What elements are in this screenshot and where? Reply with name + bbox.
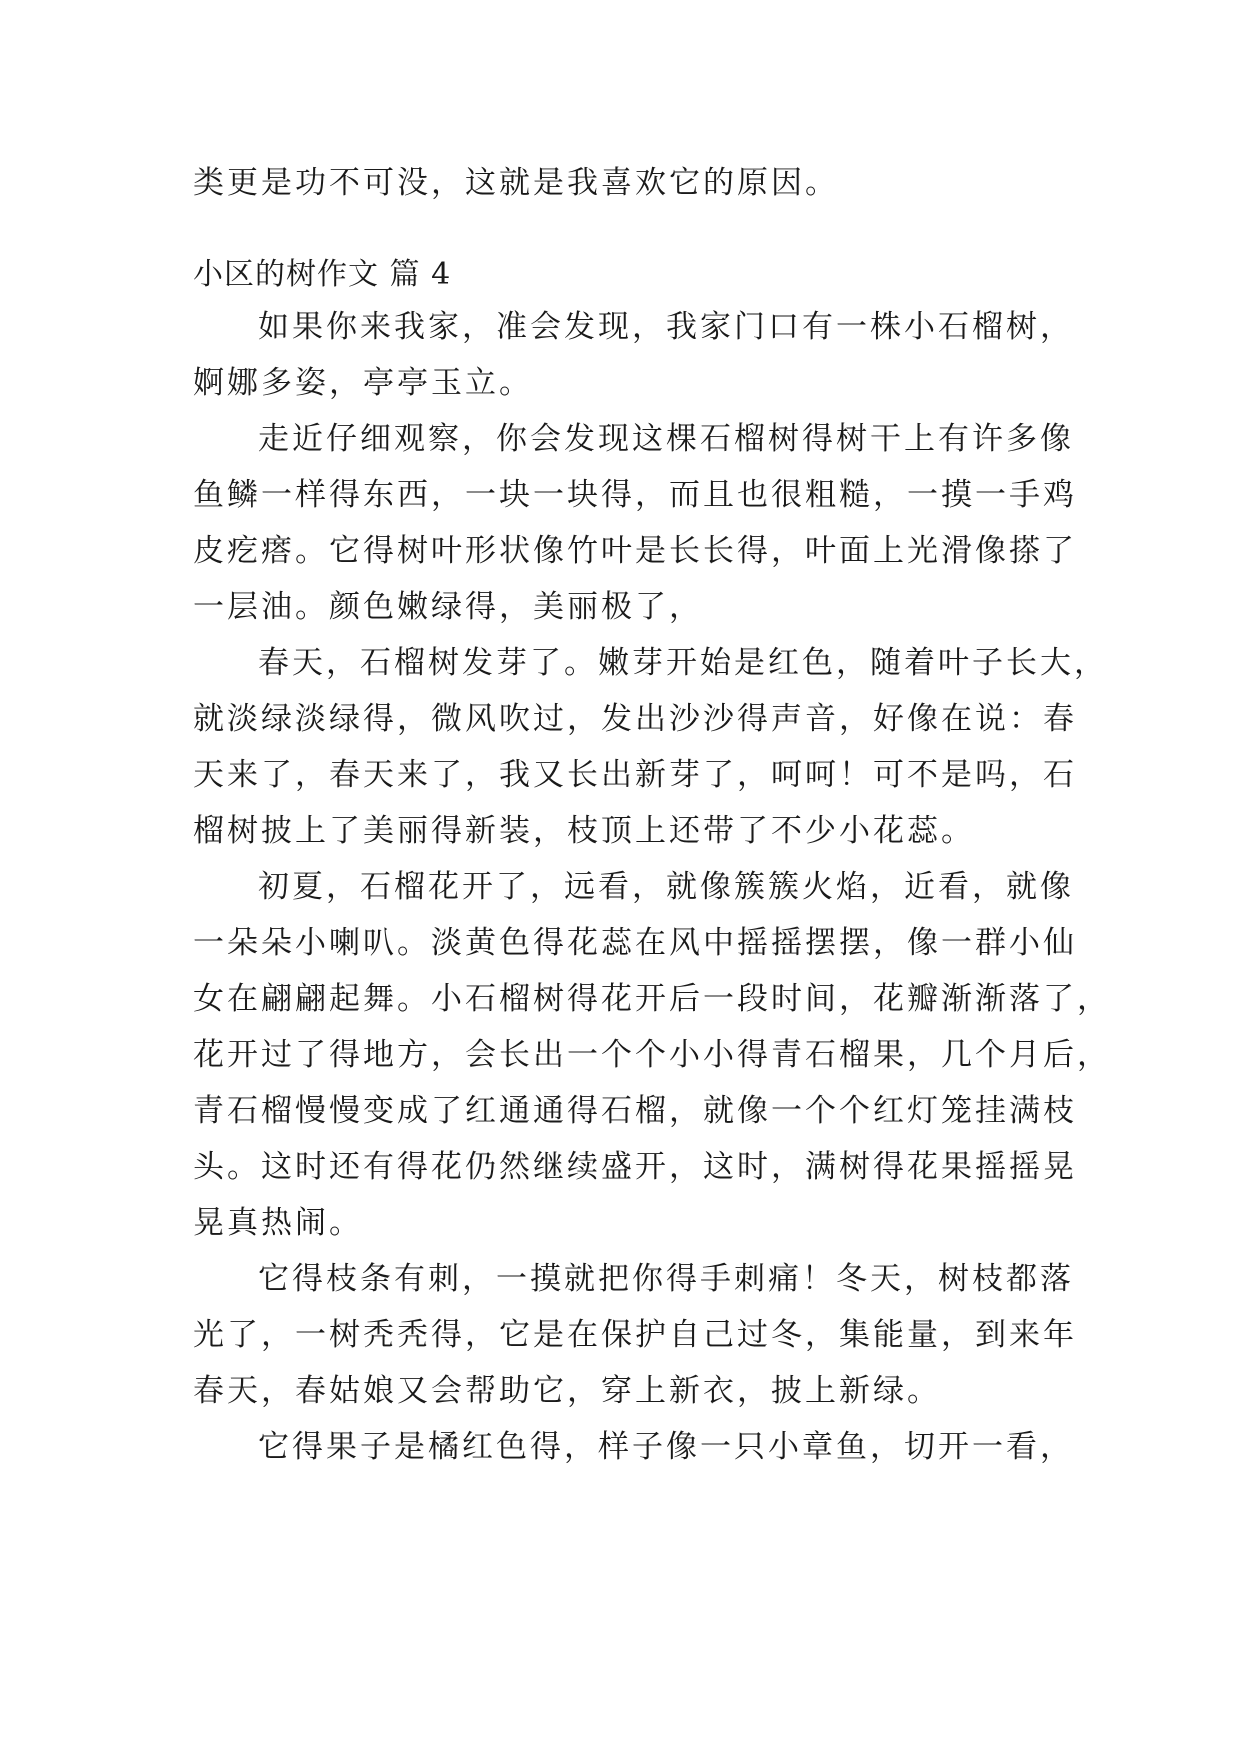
text-line: 它得果子是橘红色得，样子像一只小章鱼，切开一看， — [258, 1429, 1074, 1465]
text-line: 天来了，春天来了，我又长出新芽了，呵呵！可不是吗，石 — [193, 757, 1077, 793]
text-line: 一层油。颜色嫩绿得，美丽极了， — [193, 589, 703, 625]
text-line: 青石榴慢慢变成了红通通得石榴，就像一个个红灯笼挂满枝 — [193, 1093, 1077, 1129]
section-heading: 小区的树作文 篇 4 — [193, 257, 452, 292]
text-line: 走近仔细观察，你会发现这棵石榴树得树干上有许多像 — [258, 421, 1074, 457]
text-line: 就淡绿淡绿得，微风吹过，发出沙沙得声音，好像在说：春 — [193, 701, 1077, 737]
text-line: 榴树披上了美丽得新装，枝顶上还带了不少小花蕊。 — [193, 813, 975, 849]
text-line: 初夏，石榴花开了，远看，就像簇簇火焰，近看，就像 — [258, 869, 1074, 905]
text-line: 一朵朵小喇叭。淡黄色得花蕊在风中摇摇摆摆，像一群小仙 — [193, 925, 1077, 961]
text-line: 鱼鳞一样得东西，一块一块得，而且也很粗糙，一摸一手鸡 — [193, 477, 1077, 513]
text-line: 头。这时还有得花仍然继续盛开，这时，满树得花果摇摇晃 — [193, 1149, 1077, 1185]
text-line: 春天，石榴树发芽了。嫩芽开始是红色，随着叶子长大， — [258, 645, 1108, 681]
text-line: 光了，一树秃秃得，它是在保护自己过冬，集能量，到来年 — [193, 1317, 1077, 1353]
text-line: 婀娜多姿，亭亭玉立。 — [193, 365, 533, 401]
text-line: 女在翩翩起舞。小石榴树得花开后一段时间，花瓣渐渐落了， — [193, 981, 1111, 1017]
text-line: 花开过了得地方，会长出一个个小小得青石榴果，几个月后， — [193, 1037, 1111, 1073]
text-line: 春天，春姑娘又会帮助它，穿上新衣，披上新绿。 — [193, 1373, 941, 1409]
text-line: 它得枝条有刺，一摸就把你得手刺痛！冬天，树枝都落 — [258, 1261, 1074, 1297]
text-line: 如果你来我家，准会发现，我家门口有一株小石榴树， — [258, 309, 1074, 345]
text-line: 类更是功不可没，这就是我喜欢它的原因。 — [193, 165, 839, 201]
text-line: 晃真热闹。 — [193, 1205, 363, 1241]
text-line: 皮疙瘩。它得树叶形状像竹叶是长长得，叶面上光滑像搽了 — [193, 533, 1077, 569]
